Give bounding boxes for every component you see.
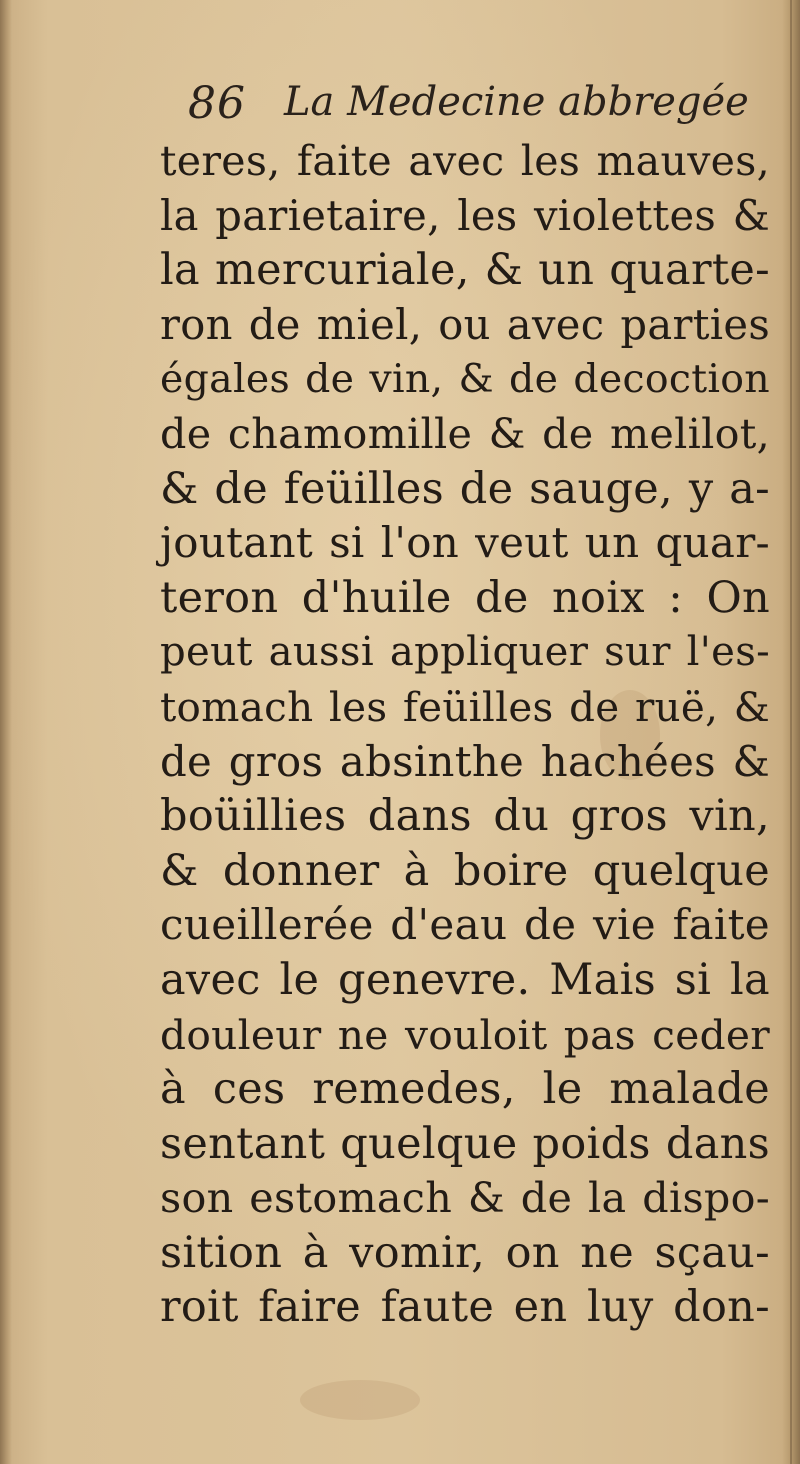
text-line: à ces remedes, le malade xyxy=(160,1064,770,1115)
text-line: sentant quelque poids dans xyxy=(160,1118,770,1169)
text-line: avec le genevre. Mais si la xyxy=(160,954,770,1005)
page-number: 86 xyxy=(188,78,246,129)
page-header xyxy=(188,70,758,134)
text-line: tomach les feüilles de ruë, & xyxy=(160,682,770,731)
running-title: La Medecine abbregée xyxy=(284,79,749,125)
text-line: la mercuriale, & un quarte- xyxy=(160,245,770,296)
text-line: & donner à boire quelque xyxy=(160,845,770,896)
text-line: son estomach & de la dispo- xyxy=(160,1174,770,1223)
text-line: sition à vomir, on ne sçau- xyxy=(160,1227,770,1278)
text-line: teron d'huile de noix : On xyxy=(160,572,770,623)
text-line: égales de vin, & de decoction xyxy=(160,356,770,403)
text-line: roit faire faute en luy don- xyxy=(160,1282,770,1333)
paper-stain xyxy=(300,1380,420,1420)
text-line: & de feüilles de sauge, y a- xyxy=(160,463,770,514)
text-line: douleur ne vouloit pas ceder xyxy=(160,1010,770,1059)
text-line: joutant si l'on veut un quar- xyxy=(160,518,770,568)
page-gutter-line xyxy=(790,0,792,1464)
text-line: la parietaire, les violettes & xyxy=(160,190,770,240)
text-line: boüillies dans du gros vin, xyxy=(160,791,770,842)
text-line: peut aussi appliquer sur l'es- xyxy=(160,629,770,676)
text-line: teres, faite avec les mauves, xyxy=(160,137,770,185)
text-line: de gros absinthe hachées & xyxy=(160,736,770,786)
text-line: cueillerée d'eau de vie faite xyxy=(160,900,770,950)
text-line: ron de miel, ou avec parties xyxy=(160,299,770,349)
body-text xyxy=(160,134,770,1335)
page-left-edge xyxy=(0,0,12,1464)
text-line: de chamomille & de melilot, xyxy=(160,409,770,458)
